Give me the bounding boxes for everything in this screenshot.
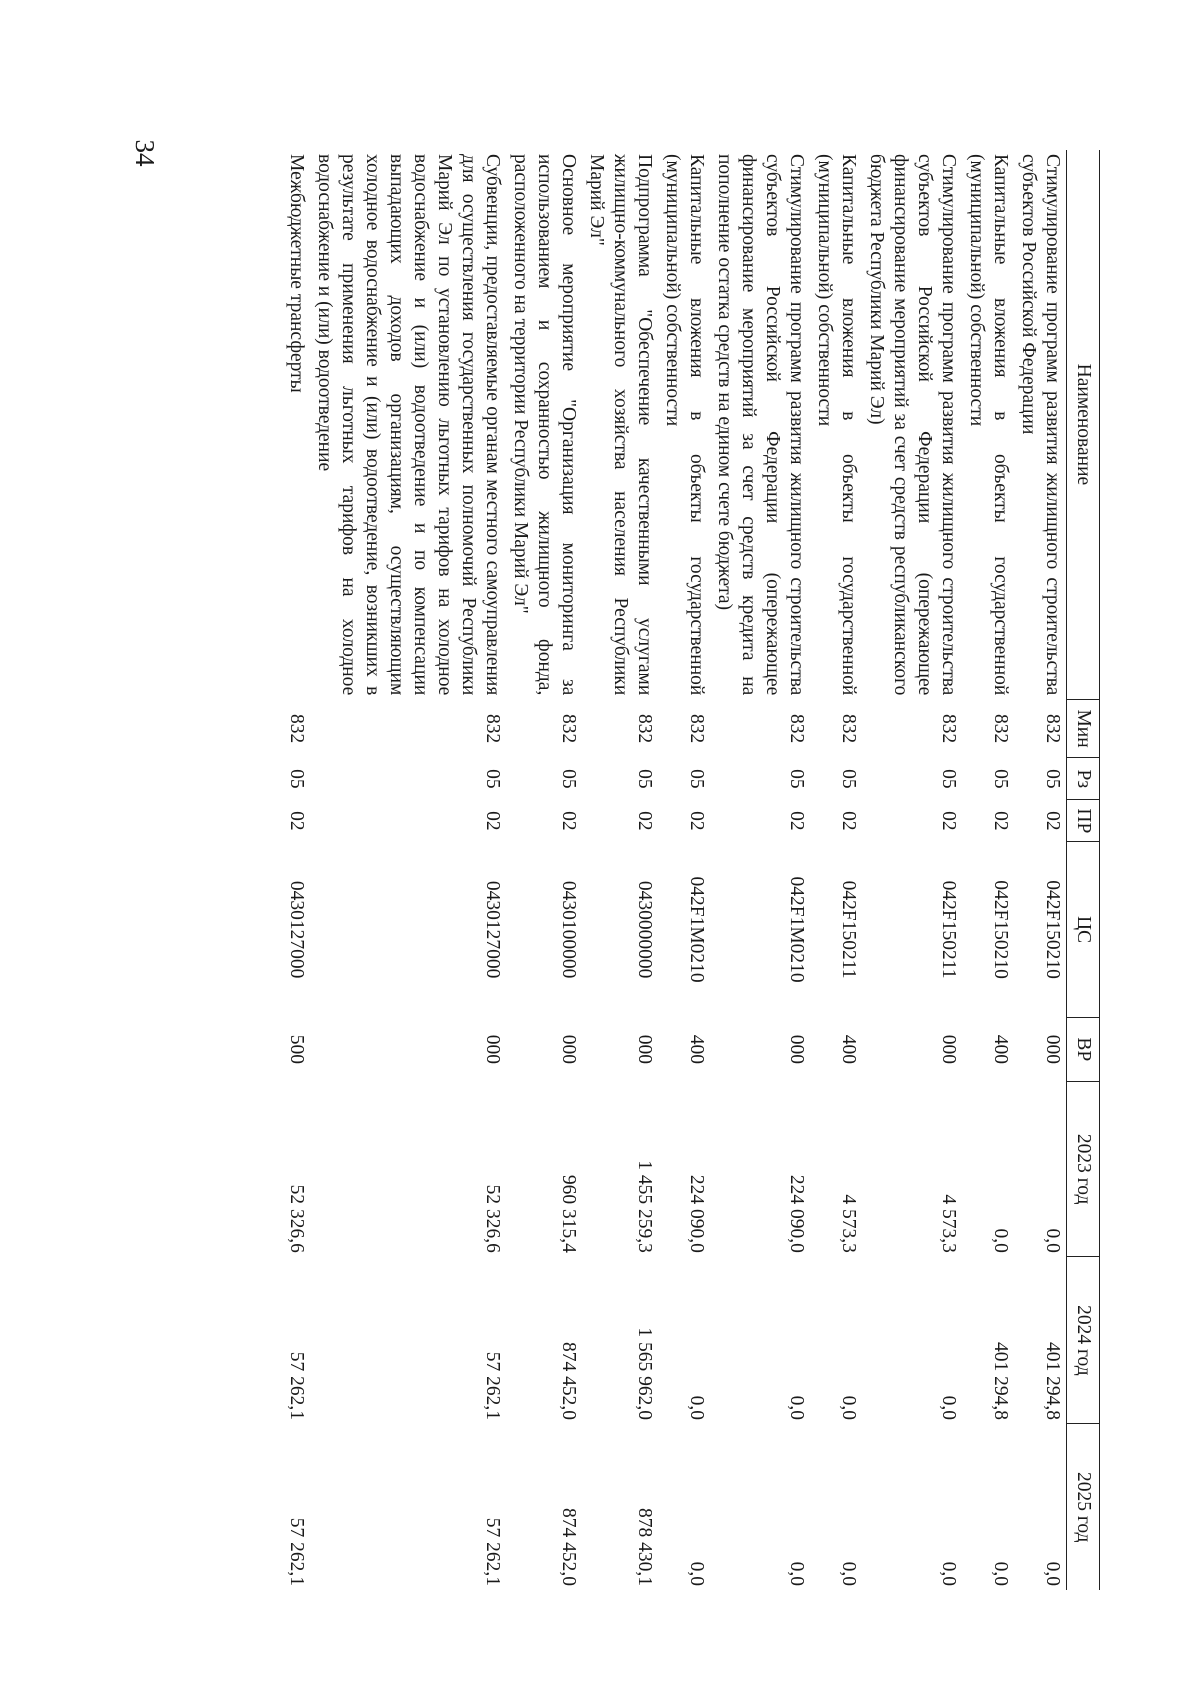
cell-name: Подпрограмма "Обеспечение качественными услугами жилищно-коммунального хозяйства населения Республики Марий Эл" [586,154,656,696]
cell-cs: 042F150211 [938,880,960,979]
cell-name: Субвенции, предоставляемые органам местного самоуправления для осуществления государственных полномочий Республики Марий Эл по установлению льготных тарифов на холодное водоснабжение и (или) водоотведение и по компенсации выпадающих доходов организациям, осуществляющим холодное водоснабжение и (или) водоотведение, возникших в результате применения льготных тарифов на холодное водоснабжение и (или) водоотведение [314,154,504,696]
cell-pr: 02 [286,811,308,831]
cell-2023: 52 326,6 [482,1184,504,1253]
cell-pr: 02 [1042,811,1063,831]
cell-2024: 0,0 [786,1395,808,1420]
cell-2023: 0,0 [1042,1228,1063,1253]
cell-vr: 000 [634,1034,656,1064]
cell-min: 832 [938,713,960,744]
cell-name: Капитальные вложения в объекты государственной (муниципальной) собственности [662,154,708,696]
cell-2023: 4 573,3 [838,1194,860,1253]
header-cs: ЦС [1067,842,1100,1017]
cell-cs: 042F150210 [990,880,1012,979]
budget-table [282,150,1100,1590]
cell-vr: 000 [482,1034,504,1064]
cell-vr: 400 [990,1034,1012,1064]
cell-pr: 02 [482,811,504,831]
cell-vr: 000 [558,1034,580,1064]
cell-rz: 05 [286,769,308,789]
cell-rz: 05 [990,769,1012,789]
cell-rz: 05 [482,769,504,789]
cell-2024: 0,0 [838,1395,860,1420]
page-number: 34 [130,139,160,167]
cell-2025: 874 452,0 [558,1508,580,1586]
cell-pr: 02 [838,811,860,831]
cell-cs: 0430000000 [634,880,656,979]
cell-min: 832 [558,713,580,744]
cell-cs: 0430127000 [286,880,308,979]
cell-2025: 0,0 [686,1561,708,1586]
header-2025: 2025 год [1067,1424,1100,1590]
cell-name: Стимулирование программ развития жилищного строительства субъектов Российской Федерации (опережающее финансирование мероприятий за счет средств кредита на пополнение остатка средств на едином счете бюджета) [714,154,808,696]
table-row [658,150,710,1590]
cell-min: 832 [286,713,308,744]
cell-2023: 224 090,0 [686,1174,708,1253]
cell-pr: 02 [990,811,1012,831]
cell-min: 832 [786,713,808,744]
cell-name: Межбюджетные трансферты [286,154,308,393]
cell-cs: 042F1M0210 [686,876,708,983]
header-vr: ВР [1067,1017,1100,1081]
cell-2025: 57 262,1 [286,1517,308,1586]
cell-rz: 05 [1042,769,1063,789]
table-row [710,150,810,1590]
table-row [1014,150,1066,1590]
cell-2024: 0,0 [938,1395,960,1420]
table-row [310,150,506,1590]
cell-pr: 02 [558,811,580,831]
cell-pr: 02 [634,811,656,831]
cell-2023: 52 326,6 [286,1184,308,1253]
cell-cs: 0430127000 [482,880,504,979]
cell-name: Капитальные вложения в объекты государственной (муниципальной) собственности [814,154,860,696]
landscape-page [205,150,1100,1590]
table-body [282,150,1066,1590]
header-pr: ПР [1067,800,1100,842]
cell-rz: 05 [786,769,808,789]
cell-vr: 500 [286,1034,308,1064]
cell-2025: 0,0 [938,1561,960,1586]
cell-min: 832 [634,713,656,744]
cell-vr: 000 [786,1034,808,1064]
cell-pr: 02 [938,811,960,831]
cell-rz: 05 [938,769,960,789]
cell-2023: 224 090,0 [786,1174,808,1253]
table-row [582,150,658,1590]
cell-rz: 05 [558,769,580,789]
cell-name: Стимулирование программ развития жилищного строительства субъектов Российской Федерации (опережающее финансирование мероприятий за счет средств республиканского бюджета Республики Марий Эл) [866,154,960,696]
cell-name: Основное мероприятие "Организация мониторинга за использованием и сохранностью жилищного фонда, расположенного на территории Республики Марий Эл" [510,154,580,696]
cell-2023: 960 315,4 [558,1174,580,1253]
cell-2024: 0,0 [686,1395,708,1420]
cell-vr: 400 [838,1034,860,1064]
header-2023: 2023 год [1067,1082,1100,1257]
header-min: Мин [1067,699,1100,757]
cell-2023: 4 573,3 [938,1194,960,1253]
cell-min: 832 [838,713,860,744]
cell-2025: 0,0 [1042,1561,1063,1586]
header-name: Наименование [1067,150,1100,699]
cell-vr: 000 [938,1034,960,1064]
cell-2024: 57 262,1 [286,1351,308,1420]
cell-min: 832 [482,713,504,744]
cell-name: Капитальные вложения в объекты государственной (муниципальной) собственности [966,154,1012,696]
table-row [862,150,962,1590]
cell-2023: 0,0 [990,1228,1012,1253]
cell-2024: 874 452,0 [558,1341,580,1420]
table-row [962,150,1014,1590]
cell-vr: 400 [686,1034,708,1064]
cell-pr: 02 [686,811,708,831]
table-row [810,150,862,1590]
cell-name: Стимулирование программ развития жилищного строительства субъектов Российской Федерации [1018,154,1063,696]
cell-2025: 57 262,1 [482,1517,504,1586]
cell-2023: 1 455 259,3 [634,1160,656,1253]
cell-pr: 02 [786,811,808,831]
cell-vr: 000 [1042,1034,1063,1064]
cell-rz: 05 [838,769,860,789]
header-rz: Рз [1067,758,1100,800]
cell-2025: 0,0 [838,1561,860,1586]
table-row [506,150,582,1590]
cell-cs: 042F150210 [1042,880,1063,979]
table-header [1067,150,1100,1590]
cell-2024: 401 294,8 [1042,1341,1063,1420]
cell-rz: 05 [686,769,708,789]
rotated-table-area [205,150,1100,1590]
cell-min: 832 [686,713,708,744]
cell-2024: 401 294,8 [990,1341,1012,1420]
cell-2025: 0,0 [786,1561,808,1586]
cell-min: 832 [990,713,1012,744]
cell-2025: 0,0 [990,1561,1012,1586]
cell-min: 832 [1042,713,1063,744]
cell-rz: 05 [634,769,656,789]
cell-2024: 1 565 962,0 [634,1327,656,1420]
table-row [282,150,310,1590]
cell-cs: 042F1M0210 [786,876,808,983]
cell-cs: 0430100000 [558,880,580,979]
header-2024: 2024 год [1067,1257,1100,1424]
cell-2024: 57 262,1 [482,1351,504,1420]
cell-2025: 878 430,1 [634,1508,656,1586]
cell-cs: 042F150211 [838,880,860,979]
